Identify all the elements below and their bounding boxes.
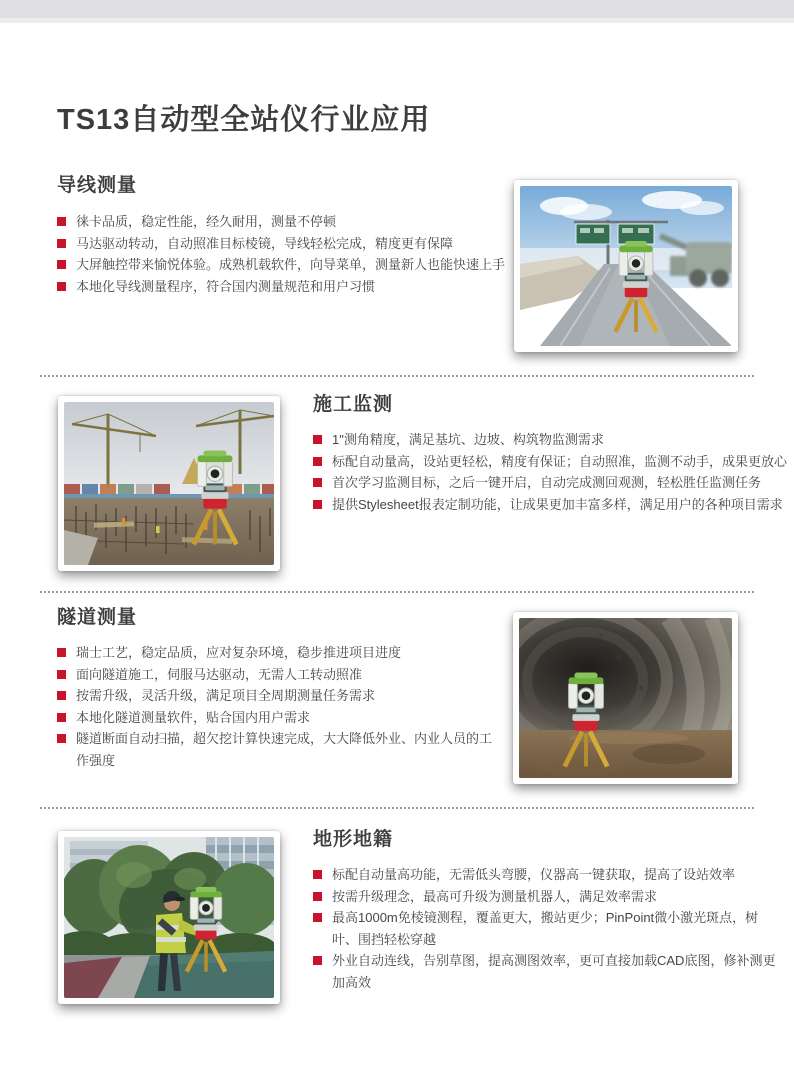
bullet-item xyxy=(313,886,783,908)
construction-scene-illustration xyxy=(64,402,274,565)
bullet-text: 瑞士工艺，稳定品质，应对复杂环境，稳步推进项目进度 xyxy=(76,645,402,660)
dotted-separator-3 xyxy=(40,807,754,809)
pdf-background-strip xyxy=(0,0,794,18)
bullet-text: 徕卡品质，稳定性能，经久耐用，测量不停顿 xyxy=(76,214,337,229)
bullet-square-icon xyxy=(313,500,322,509)
bullet-item xyxy=(57,685,502,707)
bullet-item xyxy=(313,950,783,993)
bullet-text: 本地化导线测量程序，符合国内测量规范和用户习惯 xyxy=(76,278,376,294)
dotted-separator-2 xyxy=(40,591,754,593)
bullet-text: 提供Stylesheet报表定制功能，让成果更加丰富多样，满足用户的各种项目需求 xyxy=(332,496,783,512)
bullet-item xyxy=(57,642,502,664)
section-heading-topography: 地形地籍 xyxy=(313,829,394,850)
bullet-text: 标配自动量高，设站更轻松，精度有保证；自动照准，监测不动手，成果更放心 xyxy=(332,453,788,469)
bullet-item xyxy=(57,254,509,276)
bullet-square-icon xyxy=(313,435,322,444)
photo-roadside-total-station xyxy=(514,180,738,352)
bullet-square-icon xyxy=(57,670,66,679)
bullet-square-icon xyxy=(57,217,66,226)
bullet-item xyxy=(313,907,783,950)
bullet-item xyxy=(313,494,793,516)
bullet-square-icon xyxy=(313,478,322,487)
bullet-text: 标配自动量高功能，无需低头弯腰，仪器高一键获取，提高了设站效率 xyxy=(332,867,736,882)
bullet-text: 首次学习监测目标，之后一键开启，自动完成测回观测，轻松胜任监测任务 xyxy=(332,475,762,490)
section-heading-tunnel: 隧道测量 xyxy=(57,607,138,628)
section-heading-monitoring: 施工监测 xyxy=(313,394,394,415)
bullet-item xyxy=(313,864,783,886)
bullet-item xyxy=(57,211,509,233)
bullet-item xyxy=(313,472,793,494)
bullet-list-topography xyxy=(313,864,783,993)
bullet-item xyxy=(57,233,509,255)
bullet-square-icon xyxy=(313,457,322,466)
dotted-separator-1 xyxy=(40,375,754,377)
bullet-text: 面向隧道施工，伺服马达驱动，无需人工转动照准 xyxy=(76,666,363,682)
bullet-square-icon xyxy=(57,648,66,657)
photo-tunnel-total-station xyxy=(513,612,738,784)
photo-construction-site xyxy=(58,396,280,571)
tunnel-scene-illustration xyxy=(519,618,732,778)
bullet-list-monitoring xyxy=(313,429,793,515)
bullet-list-tunnel xyxy=(57,642,502,771)
bullet-square-icon xyxy=(57,734,66,743)
bullet-square-icon xyxy=(57,239,66,248)
photo-field-surveyor xyxy=(58,831,280,1004)
bullet-item xyxy=(57,664,502,686)
bullet-text: 按需升级理念，最高可升级为测量机器人，满足效率需求 xyxy=(332,888,658,904)
bullet-text: 本地化隧道测量软件，贴合国内用户需求 xyxy=(76,709,311,725)
bullet-square-icon xyxy=(57,282,66,291)
section-heading-traverse: 导线测量 xyxy=(57,175,138,196)
bullet-text: 1"测角精度，满足基坑、边坡、构筑物监测需求 xyxy=(332,432,604,447)
bullet-text: 外业自动连线，告别草图，提高测图效率，更可直接加载CAD底图，修补测更加高效 xyxy=(332,953,776,990)
field-scene-illustration xyxy=(64,837,274,998)
bullet-square-icon xyxy=(57,713,66,722)
bullet-square-icon xyxy=(313,913,322,922)
bullet-item xyxy=(313,429,793,451)
bullet-square-icon xyxy=(313,956,322,965)
bullet-item xyxy=(57,276,509,298)
pdf-background-strip-light xyxy=(0,18,794,23)
bullet-text: 大屏触控带来愉悦体验。成熟机载软件，向导菜单，测量新人也能快速上手 xyxy=(76,257,506,272)
bullet-item xyxy=(57,728,502,771)
bullet-item xyxy=(313,451,793,473)
bullet-square-icon xyxy=(57,260,66,269)
bullet-square-icon xyxy=(313,892,322,901)
bullet-text: 隧道断面自动扫描，超欠挖计算快速完成，大大降低外业、内业人员的工作强度 xyxy=(76,731,493,768)
page-title: TS13自动型全站仪行业应用 xyxy=(57,104,431,136)
bullet-text: 马达驱动转动，自动照准目标棱镜，导线轻松完成，精度更有保障 xyxy=(76,235,454,251)
roadside-scene-illustration xyxy=(520,186,732,346)
bullet-square-icon xyxy=(57,691,66,700)
bullet-item xyxy=(57,707,502,729)
bullet-list-traverse xyxy=(57,211,509,297)
bullet-square-icon xyxy=(313,870,322,879)
bullet-text: 按需升级，灵活升级，满足项目全周期测量任务需求 xyxy=(76,688,376,703)
bullet-text: 最高1000m免棱镜测程，覆盖更大，搬站更少；PinPoint微小激光斑点，树叶、围挡轻松穿越 xyxy=(332,910,759,947)
